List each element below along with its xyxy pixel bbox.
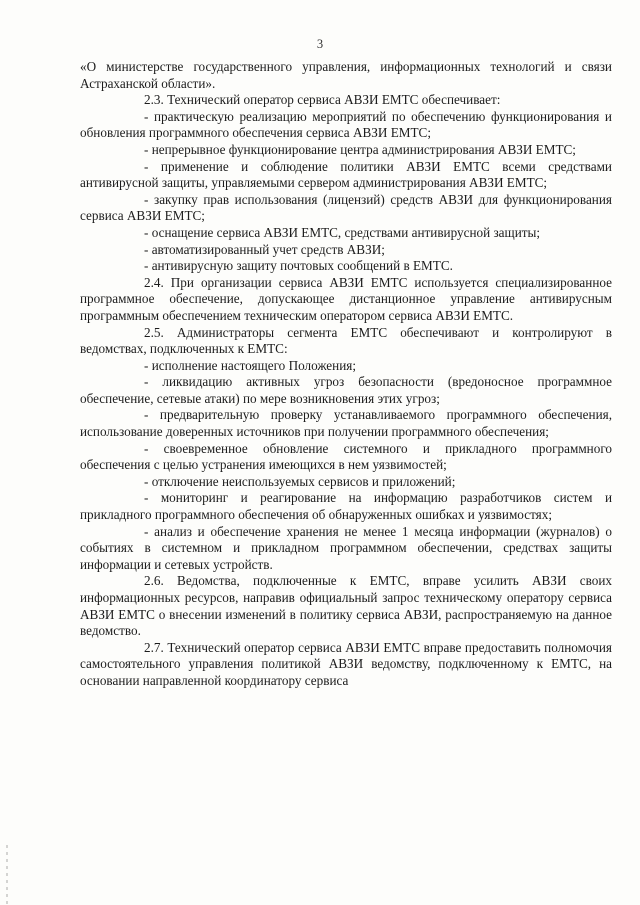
paragraph-2-5: 2.5. Администраторы сегмента ЕМТС обеспечивают и контролируют в ведомствах, подключенных к ЕМТС: [80,324,612,357]
list-item: - своевременное обновление системного и прикладного программного обеспечения с целью устранения имеющихся в нем уязвимостей; [80,440,612,473]
document-body [80,59,612,690]
scan-edge-mark [6,845,8,905]
paragraph-2-3: 2.3. Технический оператор сервиса АВЗИ ЕМТС обеспечивает: [144,92,501,108]
list-item: - применение и соблюдение политики АВЗИ ЕМТС всеми средствами антивирусной защиты, управляемыми сервером администрирования АВЗИ ЕМТС; [80,158,612,191]
list-item: - антивирусную защиту почтовых сообщений в ЕМТС. [144,258,453,274]
list-item: - практическую реализацию мероприятий по обеспечению функционирования и обновления программного обеспечения сервиса АВЗИ ЕМТС; [80,108,612,141]
list-item: - автоматизированный учет средств АВЗИ; [144,241,385,257]
paragraph-2-4: 2.4. При организации сервиса АВЗИ ЕМТС используется специализированное программное обеспечение, допускающее дистанционное управление антивирусным программным обеспечением техническим оператором сервиса АВЗИ ЕМТС. [80,274,612,323]
page-number: 3 [316,37,324,51]
paragraph-2-6: 2.6. Ведомства, подключенные к ЕМТС, вправе усилить АВЗИ своих информационных ресурсов, направив официальный запрос техническому оператору сервиса АВЗИ ЕМТС о внесении изменений в политику сервиса АВЗИ, распространяемую на данное ведомство. [80,573,612,639]
paragraph-ministry-reference: «О министерстве государственного управления, информационных технологий и связи Астраханской области». [80,59,612,91]
list-item: - отключение неиспользуемых сервисов и приложений; [144,473,456,489]
list-item: - оснащение сервиса АВЗИ ЕМТС, средствами антивирусной защиты; [144,224,541,240]
list-item: - непрерывное функционирование центра администрирования АВЗИ ЕМТС; [144,141,576,157]
list-item: - анализ и обеспечение хранения не менее 1 месяца информации (журналов) о событиях в системном и прикладном программном обеспечении, средствах защиты информации и сетевых устройств. [80,523,612,572]
paragraph-2-7: 2.7. Технический оператор сервиса АВЗИ ЕМТС вправе предоставить полномочия самостоятельного управления политикой АВЗИ ведомству, подключенному к ЕМТС, на основании направленной координатору сервиса [80,639,612,688]
list-item: - мониторинг и реагирование на информацию разработчиков систем и прикладного программного обеспечения об обнаруженных ошибках и уязвимостях; [80,490,612,523]
list-item: - закупку прав использования (лицензий) средств АВЗИ для функционирования сервиса АВЗИ ЕМТС; [80,191,612,224]
list-item: - предварительную проверку устанавливаемого программного обеспечения, использование доверенных источников при получении программного обеспечения; [80,407,612,440]
list-item: - ликвидацию активных угроз безопасности (вредоносное программное обеспечение, сетевые атаки) по мере возникновения этих угроз; [80,374,612,406]
list-item: - исполнение настоящего Положения; [144,357,356,373]
